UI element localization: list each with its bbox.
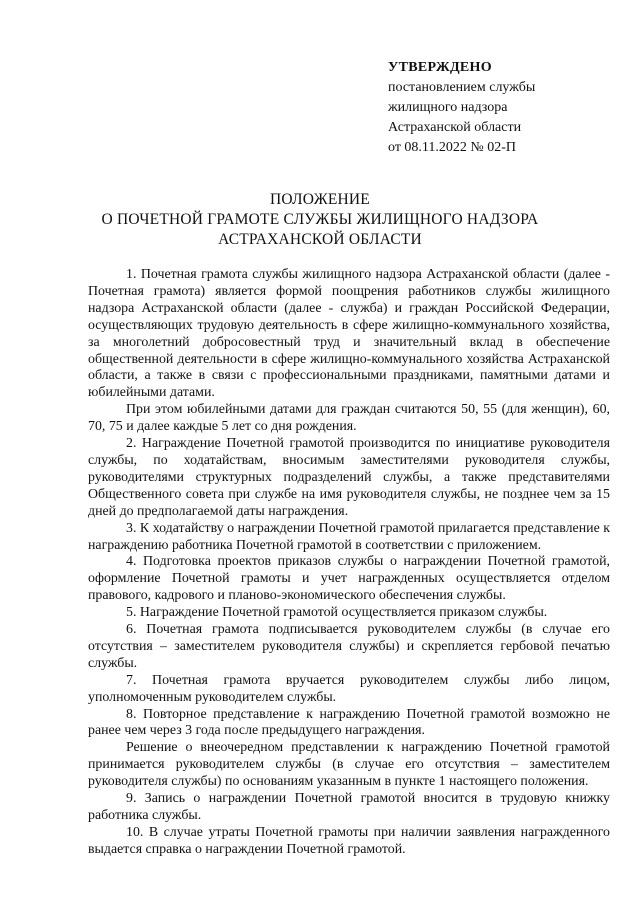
approval-heading: УТВЕРЖДЕНО	[388, 60, 492, 75]
document-body	[88, 267, 610, 859]
approval-line: постановлением службы	[388, 80, 536, 95]
title-line: О ПОЧЕТНОЙ ГРАМОТЕ СЛУЖБЫ ЖИЛИЩНОГО НАДЗОРА	[101, 211, 539, 228]
paragraph: Решение о внеочередном представлении к награждению Почетной грамотой принимается руководителем службы (в случае его отсутствия – заместителем руководителя службы) по основаниям указанным в пункте 1 настоящего положения.	[88, 740, 610, 790]
approval-line: от 08.11.2022 № 02-П	[388, 140, 517, 155]
paragraph: 1. Почетная грамота службы жилищного надзора Астраханской области (далее - Почетная грамота) является формой поощрения работников службы жилищного надзора Астраханской области (далее - служба) и граждан Российской Федерации, осуществляющих трудовую деятельность в сфере жилищно-коммунального хозяйства, за многолетний добросовестный труд и значительный вклад в обеспечение общественной деятельности в сфере жилищно-коммунального хозяйства Астраханской области, а также в связи с профессиональными праздниками, памятными датами и юбилейными датами.	[88, 267, 610, 401]
paragraph: При этом юбилейными датами для граждан считаются 50, 55 (для женщин), 60, 70, 75 и далее каждые 5 лет со дня рождения.	[88, 402, 610, 435]
paragraph: 2. Награждение Почетной грамотой производится по инициативе руководителя службы, по ходатайствам, вносимым заместителями руководителя службы, руководителями структурных подразделений службы, а также представителями Общественного совета при службе на имя руководителя службы, не позднее чем за 15 дней до предполагаемой даты награждения.	[88, 436, 610, 519]
approval-line: Астраханской области	[388, 120, 522, 135]
title-line: АСТРАХАНСКОЙ ОБЛАСТИ	[218, 231, 422, 248]
paragraph: 4. Подготовка проектов приказов службы о награждении Почетной грамотой, оформление Почетной грамоты и учет награжденных осуществляется отделом правового, кадрового и планово-экономического обеспечения службы.	[88, 554, 610, 604]
paragraph: 7. Почетная грамота вручается руководителем службы либо лицом, уполномоченным руководителем службы.	[88, 672, 610, 705]
paragraph: 6. Почетная грамота подписывается руководителем службы (в случае его отсутствия – заместителем руководителя службы) и скрепляется гербовой печатью службы.	[88, 622, 610, 671]
paragraph: 10. В случае утраты Почетной грамоты при наличии заявления награжденного выдается справка о награждении Почетной грамотой.	[88, 824, 610, 857]
title-line: ПОЛОЖЕНИЕ	[270, 191, 370, 208]
approval-line: жилищного надзора	[388, 100, 508, 115]
paragraph: 8. Повторное представление к награждению Почетной грамотой возможно не ранее чем через 3 года после предыдущего награждения.	[88, 706, 610, 739]
paragraph: 3. К ходатайству о награждении Почетной грамотой прилагается представление к награждению работника Почетной грамотой в соответствии с приложением.	[88, 520, 610, 553]
paragraph: 5. Награждение Почетной грамотой осуществляется приказом службы.	[126, 605, 548, 621]
document-title	[0, 190, 640, 250]
paragraph: 9. Запись о награждении Почетной грамотой вносится в трудовую книжку работника службы.	[88, 791, 610, 823]
approval-block	[388, 58, 535, 158]
